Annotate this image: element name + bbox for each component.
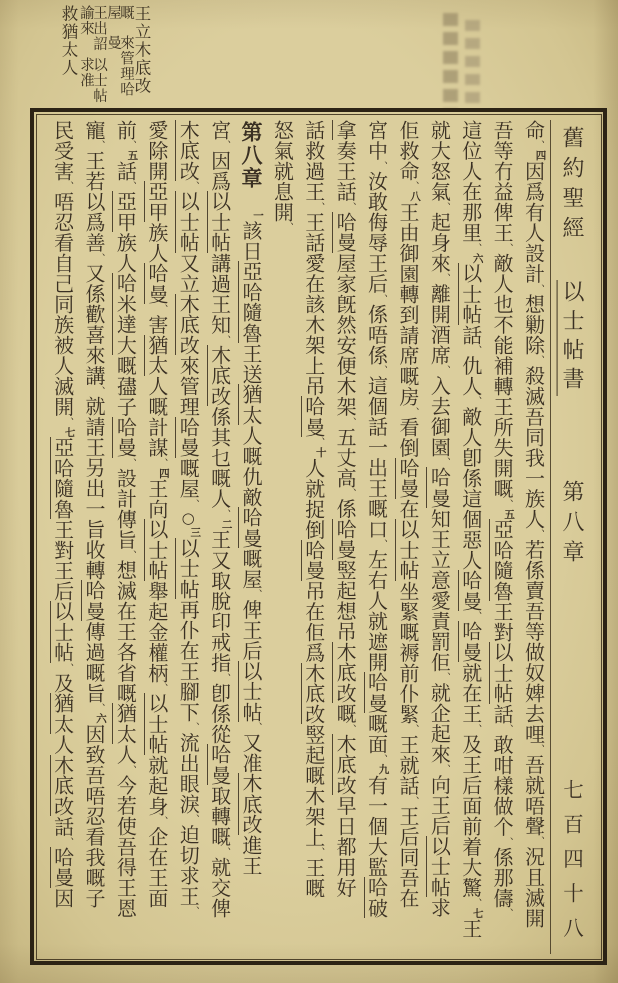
- book-title: 以士帖書: [556, 280, 587, 396]
- text-column: 宮、因爲以士帖講過王知、木底改係其乜嘅人、二王又取脫印戒指、卽係從哈曼取轉嘅、就交俾: [207, 119, 233, 918]
- masthead-column: [550, 120, 593, 954]
- chapter-summary-margin: [40, 5, 160, 109]
- bleed-through-text: [443, 13, 480, 109]
- bible-title: 舊約聖經: [559, 125, 584, 246]
- margin-note-text: 來管理哈曼: [105, 34, 134, 97]
- margin-note-text: 救猶太人: [59, 5, 78, 77]
- text-column: 就大怒氣、起身來、離開酒席、入去御園、哈曼知王立意愛責罰佢、就企起來、向王后以士帖求: [427, 119, 452, 918]
- text-column: 吾等冇益俾王、敵人也不能補轉王所失開嘅、五亞哈隨魯王對以士帖話、敢咁樣做个、係那儔、: [490, 119, 516, 918]
- margin-note-column: [106, 5, 132, 109]
- text-column: 話救過王、王話愛在該木架上吊哈曼、十人就捉倒哈曼吊在佢爲木底改竪起嘅木架上、王嘅: [301, 119, 327, 898]
- text-column: 前、五話、亞甲族人哈米達大嘅孻子哈曼、設計傳旨、想滅在王各省嘅猶太人、今若使吾得王恩: [113, 119, 139, 918]
- margin-note-column: [58, 5, 78, 77]
- text-column: 佢救命、八王由御園轉到請席嘅房、看倒哈曼在以士帖坐緊嘅褥前仆緊、王就話、王后同吾在: [395, 119, 421, 908]
- text-column: 怒氣就息開、: [270, 119, 295, 232]
- text-column: 寵、王若以爲善、又係歡喜來講、就請王另出一旨收轉哈曼傳過嘅旨、六因致吾唔忍看我嘅子: [82, 119, 108, 908]
- text-column: 民受害、唔忍看自己同族被人滅開、七亞哈隨魯王對王后以士帖、及猶太人木底改話、哈曼因: [50, 119, 76, 908]
- text-column: 愛除開亞甲族人哈曼、害猶太人嘅計謀、四王向以士帖舉起金權柄、以士帖就起身、企在王面: [144, 119, 170, 908]
- text-block: [42, 120, 593, 954]
- margin-note-text: 王立木底改: [132, 5, 151, 95]
- column-text: 一該日亞哈隨魯王送猶太人嘅仇敵哈曼嘅屋、俾王后以士帖、又准木底改進王: [238, 209, 264, 876]
- page-frame: [30, 108, 607, 965]
- page-number: 七百四十八: [559, 779, 584, 952]
- chapter-label: 第八章: [559, 479, 584, 570]
- margin-note-text: 嘅屋: [105, 5, 134, 21]
- page-frame-inner-rule: [36, 114, 602, 960]
- text-column-chapter-start: [236, 120, 267, 954]
- text-column: 木底改、以士帖又立木底改來管理哈曼嘅屋、○三以士帖再仆在王腳下、流出眼淚、迫切求王、: [176, 119, 202, 916]
- text-column: 拿奏王話、哈曼屋家旣然安便木架、五丈高、係哈曼竪起想吊木底改嘅、木底改早日都用好: [333, 119, 358, 898]
- text-column: 宮中、汝敢侮辱王后、係唔係、這個話一出王嘅口、左右人就遮開哈曼嘅面、九有一個大監哈破: [364, 119, 390, 918]
- margin-note-column: [79, 5, 105, 109]
- margin-note-text: 以士帖求准: [78, 57, 107, 104]
- margin-note-column: [131, 5, 151, 95]
- chapter-heading: 第八章: [238, 120, 264, 190]
- text-column: 命、四因爲有人設計、想勦除、殺滅吾同我一族人、若係賣吾等做奴婢去哩、吾就唔聲、況且滅開: [521, 119, 547, 928]
- margin-note-text: 王出詔諭來: [78, 5, 107, 52]
- text-column: 這位人在那里、六以士帖話、仇人、敵人卽係這個惡人哈曼、哈曼就在王、及王后面前着大驚、七王: [458, 119, 484, 939]
